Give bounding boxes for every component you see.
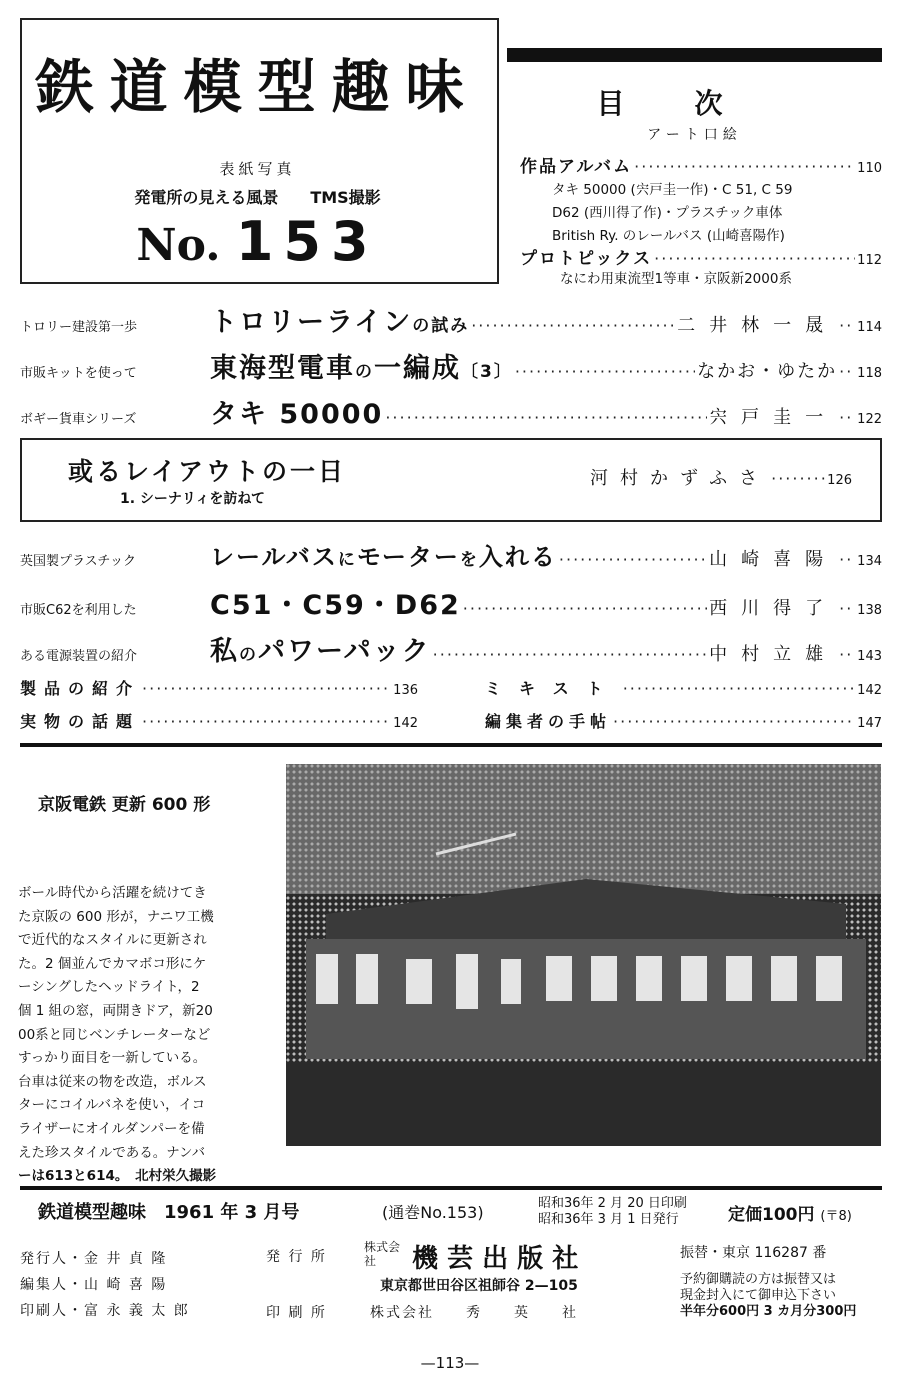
article-row[interactable] bbox=[20, 537, 882, 572]
article-page: 138 bbox=[857, 603, 882, 618]
editor-person: 編集人・山 崎 喜 陽 bbox=[20, 1277, 168, 1293]
photo-description: ボール時代から活躍を続けてき た京阪の 600 形が，ナニワ工機 で近代的なスタイルに更新され た。2 個並んでカマボコ形にケ ーシングしたヘッドライト，2 個 1 組の窓，両開きドア，新20 00系と同じベンチレーターなど すっかり面目を一新している。 台車は従来の物を改造，ボルス ターにコイルバネを使い，イコ ライザーにオイルダンパーを備 えた珍スタイルである。ナンバ ーは613と614。 北村栄久撮影 bbox=[18, 885, 217, 1185]
article-row[interactable] bbox=[20, 346, 882, 385]
article-title: タキ 50000 bbox=[210, 399, 384, 430]
article-kicker: 英国製プラスチック bbox=[20, 554, 136, 569]
article-author: 中村立雄 bbox=[709, 644, 838, 665]
art-section-label: アート口絵 bbox=[647, 127, 742, 143]
dot-leader bbox=[385, 408, 707, 427]
article-page: 134 bbox=[857, 554, 882, 569]
article-title: トロリーラインの試み bbox=[210, 307, 470, 338]
printer-name: 株式会社 秀 英 社 bbox=[370, 1305, 578, 1321]
footer-divider bbox=[20, 1186, 882, 1190]
publisher-person: 発行人・金 井 貞 隆 bbox=[20, 1251, 168, 1267]
photo-caption: 京阪電鉄 更新 600 形 bbox=[38, 795, 211, 815]
article-author: 山崎喜陽 bbox=[709, 549, 838, 570]
company-type: 株式会社 bbox=[364, 1240, 401, 1268]
page-number: —113— bbox=[420, 1354, 480, 1372]
article-row[interactable] bbox=[20, 629, 882, 668]
misc-item[interactable] bbox=[20, 676, 418, 699]
toc-item-page: 110 bbox=[857, 161, 882, 176]
colophon-volume: (通巻No.153) bbox=[382, 1203, 484, 1222]
toc-item-album[interactable] bbox=[520, 152, 882, 177]
dot-leader bbox=[142, 679, 391, 698]
dot-leader bbox=[634, 157, 855, 176]
article-page: 122 bbox=[857, 412, 882, 427]
feature-page: 126 bbox=[827, 473, 852, 488]
publisher-address: 東京都世田谷区祖師谷 2—105 bbox=[380, 1278, 578, 1294]
misc-item[interactable] bbox=[485, 676, 882, 699]
misc-page: 136 bbox=[393, 683, 418, 698]
printer-person: 印刷人・富 永 義 太 郎 bbox=[20, 1303, 190, 1319]
album-description: British Ry. のレールバス (山崎喜陽作) bbox=[552, 228, 785, 244]
magazine-title: 鉄道模型趣味 bbox=[35, 53, 480, 121]
article-title: 私のパワーパック bbox=[210, 636, 431, 667]
cover-photo-caption: 発電所の見える風景 TMS撮影 bbox=[134, 188, 381, 207]
issue-number bbox=[20, 210, 495, 273]
dot-leader bbox=[839, 550, 855, 569]
article-author: 西川得了 bbox=[709, 598, 838, 619]
dot-leader bbox=[623, 679, 855, 698]
section-divider bbox=[20, 743, 882, 747]
dot-leader bbox=[142, 712, 391, 731]
toc-item-title: 作品アルバム bbox=[520, 157, 633, 177]
colophon-price: 定価100円 (〒8) bbox=[728, 1205, 852, 1225]
protopics-description: なにわ用東流型1等車・京阪新2000系 bbox=[560, 271, 792, 287]
colophon-dates: 昭和36年 2 月 20 日印刷 昭和36年 3 月 1 日発行 bbox=[538, 1196, 687, 1227]
printer-label: 印 刷 所 bbox=[266, 1305, 327, 1321]
issue-value: 153 bbox=[235, 210, 379, 273]
article-row[interactable] bbox=[20, 583, 882, 622]
article-kicker: ある電源装置の紹介 bbox=[20, 649, 138, 664]
article-author: なかお・ゆたか bbox=[697, 361, 838, 382]
dot-leader bbox=[433, 645, 708, 664]
feature-author: 河村かずふさ bbox=[590, 468, 770, 489]
dot-leader bbox=[771, 469, 825, 488]
article-page: 118 bbox=[857, 366, 882, 381]
dot-leader bbox=[839, 645, 855, 664]
misc-title: 製品の紹介 bbox=[20, 679, 141, 698]
dot-leader bbox=[463, 599, 707, 618]
train-photo-illustration bbox=[286, 764, 881, 1146]
album-description: D62 (西川得了作)・プラスチック車体 bbox=[552, 205, 783, 221]
dot-leader bbox=[839, 408, 855, 427]
dot-leader bbox=[613, 712, 855, 731]
transfer-account: 振替・東京 116287 番 bbox=[680, 1245, 827, 1261]
train-photo bbox=[286, 764, 881, 1146]
article-kicker: 市販C62を利用した bbox=[20, 603, 137, 618]
subscription-note: 予約御購読の方は振替又は 現金封入にて御申込下さい 半年分600円 3 カ月分300円 bbox=[680, 1272, 857, 1319]
publisher-label: 発 行 所 bbox=[266, 1249, 327, 1265]
toc-item-title: プロトピックス bbox=[520, 249, 653, 269]
misc-page: 142 bbox=[857, 683, 882, 698]
article-title: C51・C59・D62 bbox=[210, 590, 461, 621]
dot-leader bbox=[839, 599, 855, 618]
article-kicker: トロリー建設第一歩 bbox=[20, 320, 138, 335]
misc-title: 実物の話題 bbox=[20, 712, 141, 731]
dot-leader bbox=[515, 362, 695, 381]
feature-subtitle: 1. シーナリィを訪ねて bbox=[120, 491, 266, 507]
article-author: 宍戸圭一 bbox=[709, 407, 838, 428]
publisher-name: 機 芸 出 版 社 bbox=[412, 1244, 579, 1274]
toc-item-protopics[interactable] bbox=[520, 244, 882, 269]
article-page: 143 bbox=[857, 649, 882, 664]
article-kicker: ボギー貨車シリーズ bbox=[20, 412, 137, 427]
dot-leader bbox=[839, 316, 855, 335]
feature-title: 或るレイアウトの一日 bbox=[68, 457, 347, 486]
toc-top-rule bbox=[507, 48, 882, 62]
article-row[interactable] bbox=[20, 300, 882, 339]
misc-item[interactable] bbox=[485, 709, 882, 732]
colophon-title: 鉄道模型趣味 1961 年 3 月号 bbox=[38, 1202, 300, 1223]
article-title: レールバスにモーターを入れる bbox=[210, 543, 557, 571]
cover-photo-label: 表紙写真 bbox=[219, 160, 296, 178]
misc-title: ミキスト bbox=[485, 679, 621, 698]
misc-item[interactable] bbox=[20, 709, 418, 732]
article-author: 二井林一晟 bbox=[677, 315, 838, 336]
article-kicker: 市販キットを使って bbox=[20, 366, 137, 381]
article-title: 東海型電車の一編成〔3〕 bbox=[210, 353, 513, 384]
dot-leader bbox=[654, 249, 855, 268]
article-row[interactable] bbox=[20, 392, 882, 431]
misc-page: 147 bbox=[857, 716, 882, 731]
misc-page: 142 bbox=[393, 716, 418, 731]
toc-heading: 目次 bbox=[596, 87, 793, 120]
article-page: 114 bbox=[857, 320, 882, 335]
album-description: タキ 50000 (宍戸圭一作)・C 51, C 59 bbox=[552, 182, 793, 198]
dot-leader bbox=[559, 550, 707, 569]
feature-author-row bbox=[590, 464, 852, 490]
misc-title: 編集者の手帖 bbox=[485, 712, 612, 731]
issue-prefix: No. bbox=[136, 220, 221, 271]
dot-leader bbox=[471, 316, 675, 335]
dot-leader bbox=[839, 362, 855, 381]
toc-item-page: 112 bbox=[857, 253, 882, 268]
